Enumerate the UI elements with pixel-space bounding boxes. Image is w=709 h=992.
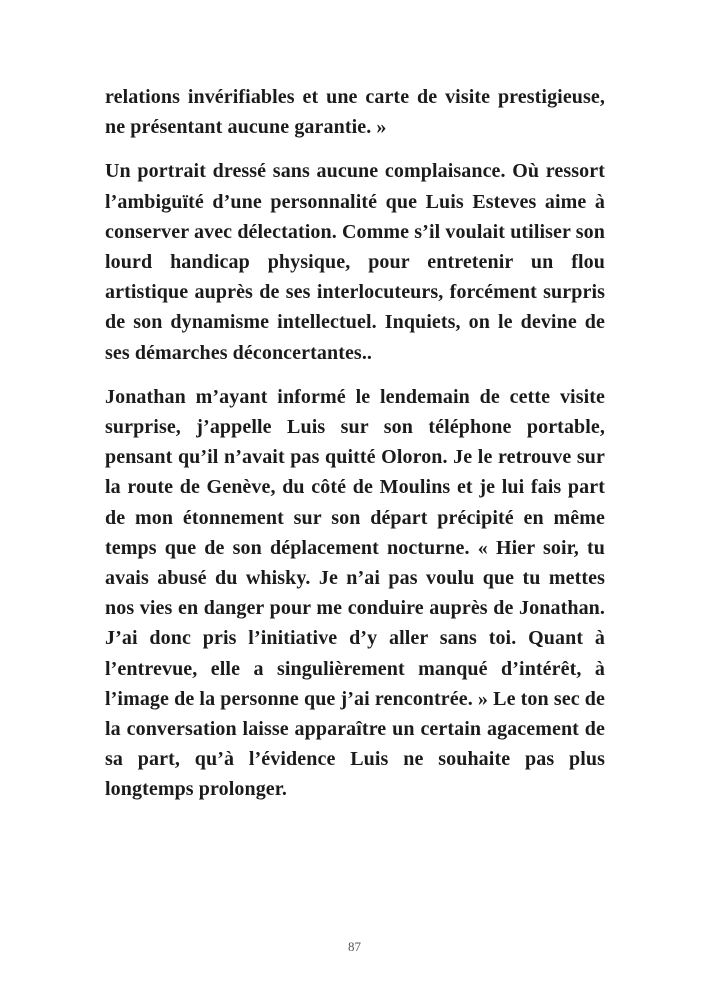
- paragraph-continuation: relations invérifiables et une carte de visite prestigieuse, ne présentant aucune garantie. »: [105, 86, 605, 139]
- paragraph-jonathan: Jonathan m’ayant informé le lendemain de cette visite surprise, j’appelle Luis sur son téléphone portable, pensant qu’il n’avait pas quitté Oloron. Je le retrouve sur la route de Genève, du côté de Moulins et je lui fais part de mon étonnement sur son départ précipité en même temps que de son déplacement nocturne. « Hier soir, tu avais abusé du whisky. Je n’ai pas voulu que tu mettes nos vies en danger pour me conduire auprès de Jonathan. J’ai donc pris l’initiative d’y aller sans toi. Quant à l’entrevue, elle a singulièrement manqué d’intérêt, à l’image de la personne que j’ai rencontrée. » Le ton sec de la conversation laisse apparaître un certain agacement de sa part, qu’à l’évidence Luis ne souhaite pas plus longtemps prolonger.: [105, 385, 605, 801]
- page-number: 87: [348, 939, 361, 954]
- page-body: [105, 82, 605, 805]
- paragraph-portrait: Un portrait dressé sans aucune complaisance. Où ressort l’ambiguïté d’une personnalité que Luis Esteves aime à conserver avec délectation. Comme s’il voulait utiliser son lourd handicap physique, pour entretenir un flou artistique auprès de ses interlocuteurs, forcément surpris de son dynamisme intellectuel. Inquiets, on le devine de ses démarches déconcertantes..: [105, 160, 605, 364]
